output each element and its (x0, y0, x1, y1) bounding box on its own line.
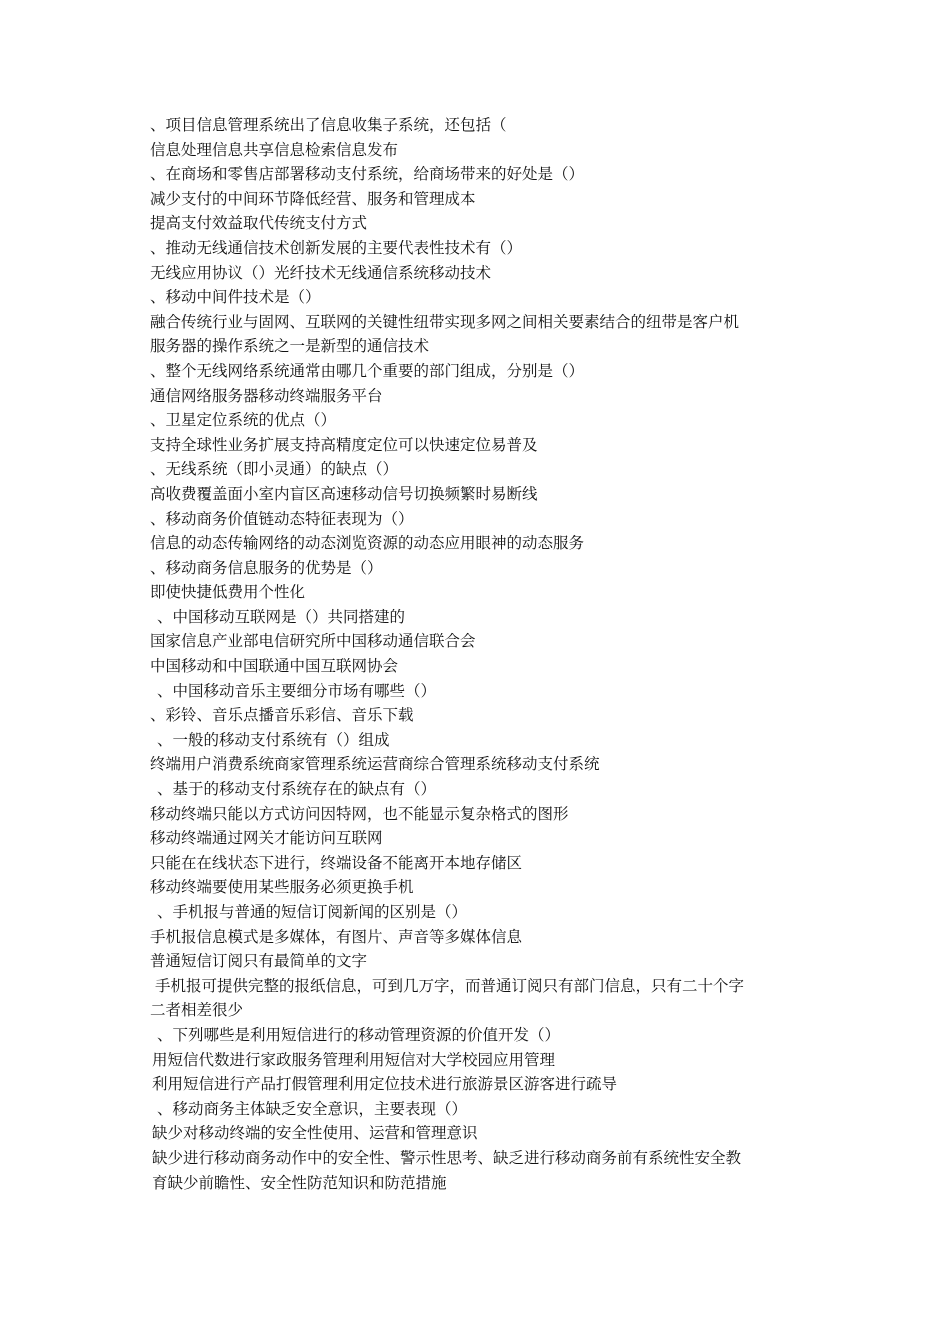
question-7: 、无线系统（即小灵通）的缺点（） (150, 460, 399, 479)
question-11: 、中国移动音乐主要细分市场有哪些（） (157, 681, 437, 700)
question-12: 、一般的移动支付系统有（）组成 (157, 730, 390, 749)
answer-14a: 手机报信息模式是多媒体，有图片、声音等多媒体信息 (150, 927, 523, 946)
question-8: 、移动商务价值链动态特征表现为（） (150, 509, 414, 528)
question-4: 、移动中间件技术是（） (150, 288, 321, 307)
answer-15b: 利用短信进行产品打假管理利用定位技术进行旅游景区游客进行疏导 (152, 1075, 618, 1094)
question-15: 、下列哪些是利用短信进行的移动管理资源的价值开发（） (157, 1025, 561, 1044)
answer-6: 支持全球性业务扩展支持高精度定位可以快速定位易普及 (150, 435, 538, 454)
answer-15a: 用短信代数进行家政服务管理利用短信对大学校园应用管理 (152, 1050, 556, 1069)
answer-11: 、彩铃、音乐点播音乐彩信、音乐下载 (150, 706, 414, 725)
answer-7: 高收费覆盖面小室内盲区高速移动信号切换频繁时易断线 (150, 484, 538, 503)
answer-14b: 普通短信订阅只有最简单的文字 (150, 952, 368, 971)
answer-14c: 手机报可提供完整的报纸信息，可到几万字，而普通订阅只有部门信息，只有二十个字 (155, 976, 745, 995)
answer-16b: 缺少进行移动商务动作中的安全性、警示性思考、缺乏进行移动商务前有系统性安全教 (152, 1148, 742, 1167)
question-16: 、移动商务主体缺乏安全意识，主要表现（） (157, 1099, 468, 1118)
answer-4b: 服务器的操作系统之一是新型的通信技术 (150, 337, 430, 356)
answer-13d: 移动终端要使用某些服务必须更换手机 (150, 878, 414, 897)
answer-8: 信息的动态传输网络的动态浏览资源的动态应用眼神的动态服务 (150, 534, 585, 553)
question-3: 、推动无线通信技术创新发展的主要代表性技术有（） (150, 238, 523, 257)
question-10: 、中国移动互联网是（）共同搭建的 (157, 607, 406, 626)
answer-16a: 缺少对移动终端的安全性使用、运营和管理意识 (152, 1124, 478, 1143)
answer-13b: 移动终端通过网关才能访问互联网 (150, 829, 383, 848)
answer-10a: 国家信息产业部电信研究所中国移动通信联合会 (150, 632, 476, 651)
answer-5: 通信网络服务器移动终端服务平台 (150, 386, 383, 405)
question-13: 、基于的移动支付系统存在的缺点有（） (157, 780, 437, 799)
answer-1: 信息处理信息共享信息检索信息发布 (150, 140, 399, 159)
question-5: 、整个无线网络系统通常由哪几个重要的部门组成，分别是（） (150, 361, 585, 380)
answer-13a: 移动终端只能以方式访问因特网，也不能显示复杂格式的图形 (150, 804, 569, 823)
document-body (150, 113, 830, 1195)
question-9: 、移动商务信息服务的优势是（） (150, 558, 383, 577)
answer-13c: 只能在在线状态下进行，终端设备不能离开本地存储区 (150, 853, 523, 872)
answer-2b: 提高支付效益取代传统支付方式 (150, 214, 368, 233)
question-6: 、卫星定位系统的优点（） (150, 411, 337, 430)
answer-12: 终端用户消费系统商家管理系统运营商综合管理系统移动支付系统 (150, 755, 600, 774)
question-2: 、在商场和零售店部署移动支付系统，给商场带来的好处是（） (150, 165, 585, 184)
answer-16c: 育缺少前瞻性、安全性防范知识和防范措施 (152, 1173, 447, 1192)
answer-14d: 二者相差很少 (150, 1001, 244, 1020)
answer-3: 无线应用协议（）光纤技术无线通信系统移动技术 (150, 263, 492, 282)
answer-2a: 减少支付的中间环节降低经营、服务和管理成本 (150, 189, 476, 208)
question-14: 、手机报与普通的短信订阅新闻的区别是（） (157, 903, 468, 921)
answer-10b: 中国移动和中国联通中国互联网协会 (150, 657, 399, 676)
answer-9: 即使快捷低费用个性化 (150, 583, 306, 602)
question-1: 、项目信息管理系统出了信息收集子系统，还包括（ (150, 116, 507, 134)
answer-4a: 融合传统行业与固网、互联网的关键性纽带实现多网之间相关要素结合的纽带是客户机 (150, 312, 740, 331)
